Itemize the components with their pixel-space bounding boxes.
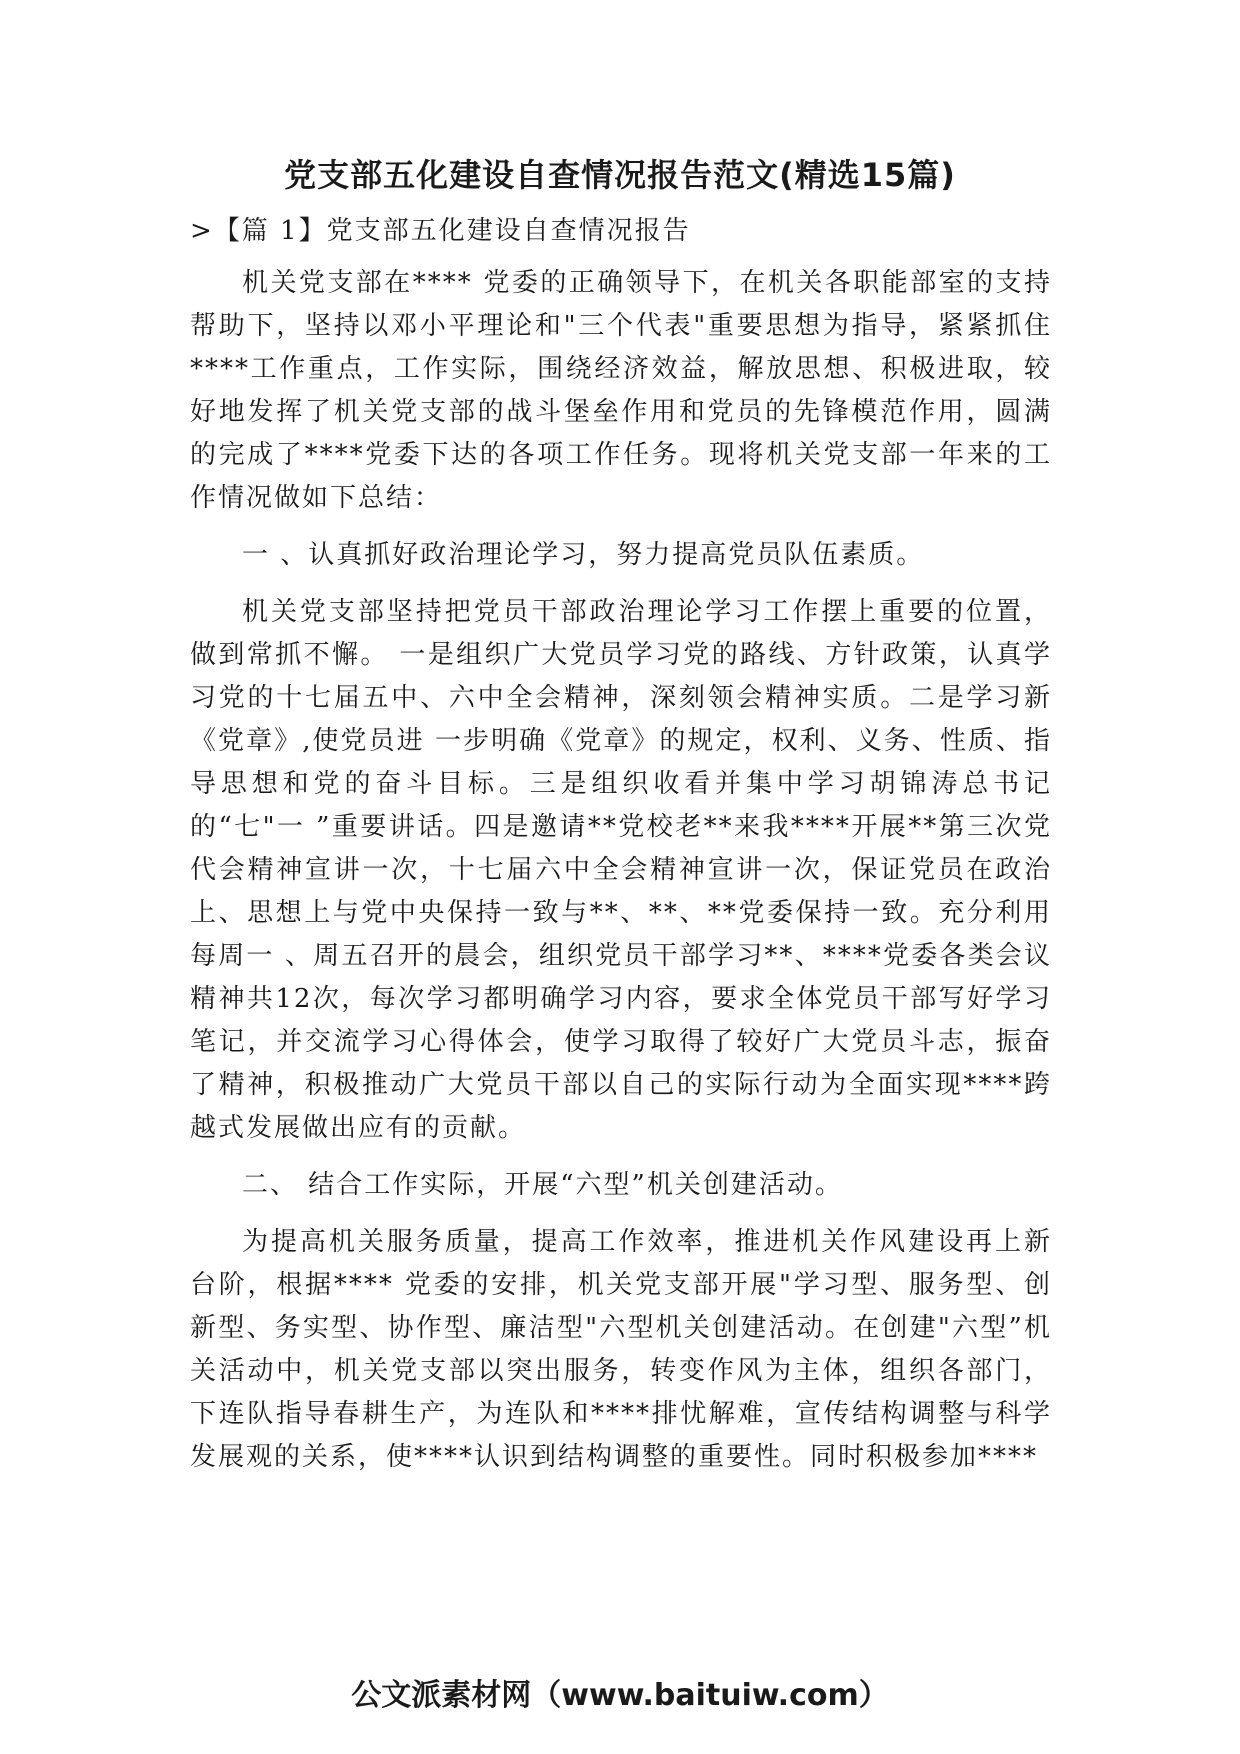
document-title: 党支部五化建设自查情况报告范文(精选15篇) bbox=[284, 156, 956, 194]
paragraph: 机关党支部在**** 党委的正确领导下，在机关各职能部室的支持帮助下，坚持以邓小平理论和"三个代表"重要思想为指导，紧紧抓住****工作重点，工作实际，围绕经济效益，解放思想、积极进取，较好地发挥了机关党支部的战斗堡垒作用和党员的先锋模范作用，圆满的完成了****党委下达的各项工作任务。现将机关党支部一年来的工作情况做如下总结： bbox=[190, 268, 1052, 513]
section-heading: >【篇 1】党支部五化建设自查情况报告 bbox=[190, 216, 691, 246]
paragraph: 机关党支部坚持把党员干部政治理论学习工作摆上重要的位置，做到常抓不懈。 一是组织广大党员学习党的路线、方针政策，认真学习党的十七届五中、六中全会精神，深刻领会精神实质。二是学习新《党章》,使党员进 一步明确《党章》的规定，权利、义务、性质、指导思想和党的奋斗目标。三是组织收看并集中学习胡锦涛总书记的“七"一 ”重要讲话。四是邀请**党校老**来我****开展**第三次党代会精神宣讲一次，十七届六中全会精神宣讲一次，保证党员在政治上、思想上与党中央保持一致与**、**、**党委保持一致。充分利用每周一 、周五召开的晨会，组织党员干部学习**、****党委各类会议精神共12次，每次学习都明确学习内容，要求全体党员干部写好学习笔记，并交流学习心得体会，使学习取得了较好广大党员斗志，振奋了精神，积极推动广大党员干部以自己的实际行动为全面实现****跨越式发展做出应有的贡献。 bbox=[190, 597, 1052, 1143]
paragraph: 为提高机关服务质量，提高工作效率，推进机关作风建设再上新台阶，根据**** 党委的安排，机关党支部开展"学习型、服务型、创新型、务实型、协作型、廉洁型"六型机关创建活动。在创建"六型”机关活动中，机关党支部以突出服务，转变作风为主体，组织各部门，下连队指导春耕生产，为连队和****排忧解难，宣传结构调整与科学发展观的关系，使****认识到结构调整的重要性。同时积极参加**** bbox=[190, 1227, 1052, 1472]
footer-source: 公文派素材网（www.baituiw.com） bbox=[351, 1678, 889, 1713]
paragraph: 一 、认真抓好政治理论学习，努力提高党员队伍素质。 bbox=[242, 540, 925, 570]
document-body bbox=[190, 262, 1052, 1493]
paragraph: 二、 结合工作实际，开展“六型”机关创建活动。 bbox=[242, 1170, 843, 1200]
